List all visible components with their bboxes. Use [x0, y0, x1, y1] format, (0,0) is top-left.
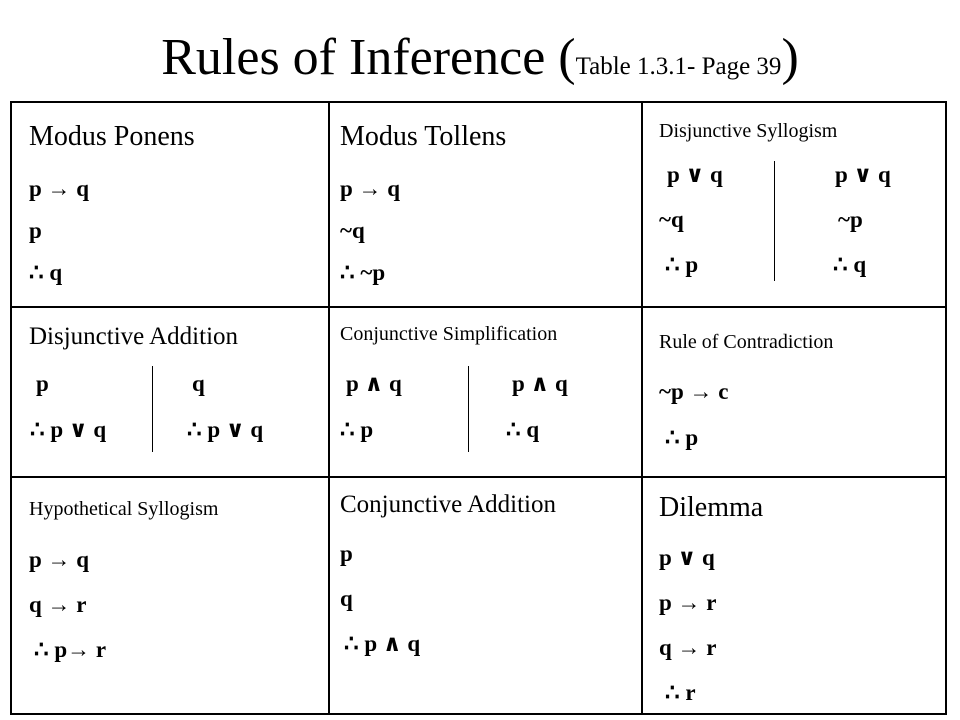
formula-line: q → r [29, 592, 87, 617]
formula-line: ~q [340, 218, 365, 243]
formula-line: ∴ r [665, 680, 696, 705]
rules-table [10, 101, 947, 715]
formula-line: p [29, 218, 42, 243]
formula-line: ∴ p ∨ q [30, 417, 107, 442]
formula-line: p [340, 541, 353, 566]
title-close: ) [781, 29, 799, 86]
formula-line: ~q [659, 207, 684, 232]
formula-line: p → q [340, 176, 401, 201]
formula-line: ∴ p→ r [34, 637, 107, 662]
inner-divider [774, 161, 775, 281]
formula-line: p ∧ q [346, 371, 402, 396]
formula-line: ∴ p [665, 252, 699, 277]
formula-line: p → q [29, 547, 90, 572]
formula-line: q [340, 586, 353, 611]
formula-line: p → q [29, 176, 90, 201]
formula-line: ~p → c [659, 379, 729, 404]
cell-hypothetical-syllogism [12, 478, 328, 713]
formula-line: p ∨ q [835, 162, 891, 187]
formula-line: ∴ q [506, 417, 540, 442]
title-subtitle: Table 1.3.1- Page 39 [575, 53, 782, 80]
formula-line: ∴ q [29, 260, 63, 285]
cell-modus-tollens [330, 103, 641, 306]
cell-heading: Modus Tollens [340, 121, 507, 152]
formula-line: ∴ p ∨ q [187, 417, 264, 442]
formula-line: p [36, 371, 49, 396]
cell-heading: Modus Ponens [29, 121, 195, 152]
inner-divider [468, 366, 469, 452]
cell-rule-of-contradiction [643, 308, 945, 476]
cell-conjunctive-simplification [330, 308, 641, 476]
formula-line: p → r [659, 590, 717, 615]
cell-modus-ponens [12, 103, 328, 306]
formula-line: ~p [838, 207, 863, 232]
formula-line: p ∨ q [667, 162, 723, 187]
cell-disjunctive-syllogism [643, 103, 945, 306]
formula-line: ∴ ~p [340, 260, 386, 285]
cell-heading: Rule of Contradiction [659, 331, 834, 353]
cell-heading: Conjunctive Simplification [340, 323, 558, 345]
formula-line: ∴ p [665, 425, 699, 450]
formula-line: ∴ q [833, 252, 867, 277]
page-title [0, 28, 960, 87]
formula-line: p ∨ q [659, 545, 715, 570]
title-main: Rules of Inference ( [161, 29, 576, 86]
cell-heading: Hypothetical Syllogism [29, 498, 219, 520]
inner-divider [152, 366, 153, 452]
cell-heading: Dilemma [659, 492, 764, 523]
cell-heading: Disjunctive Syllogism [659, 120, 838, 142]
formula-line: q [192, 371, 205, 396]
cell-dilemma [643, 478, 945, 713]
cell-disjunctive-addition [12, 308, 328, 476]
cell-heading: Conjunctive Addition [340, 491, 556, 518]
formula-line: p ∧ q [512, 371, 568, 396]
formula-line: ∴ p ∧ q [344, 631, 421, 656]
cell-heading: Disjunctive Addition [29, 323, 239, 350]
formula-line: q → r [659, 635, 717, 660]
formula-line: ∴ p [340, 417, 374, 442]
cell-conjunctive-addition [330, 478, 641, 713]
